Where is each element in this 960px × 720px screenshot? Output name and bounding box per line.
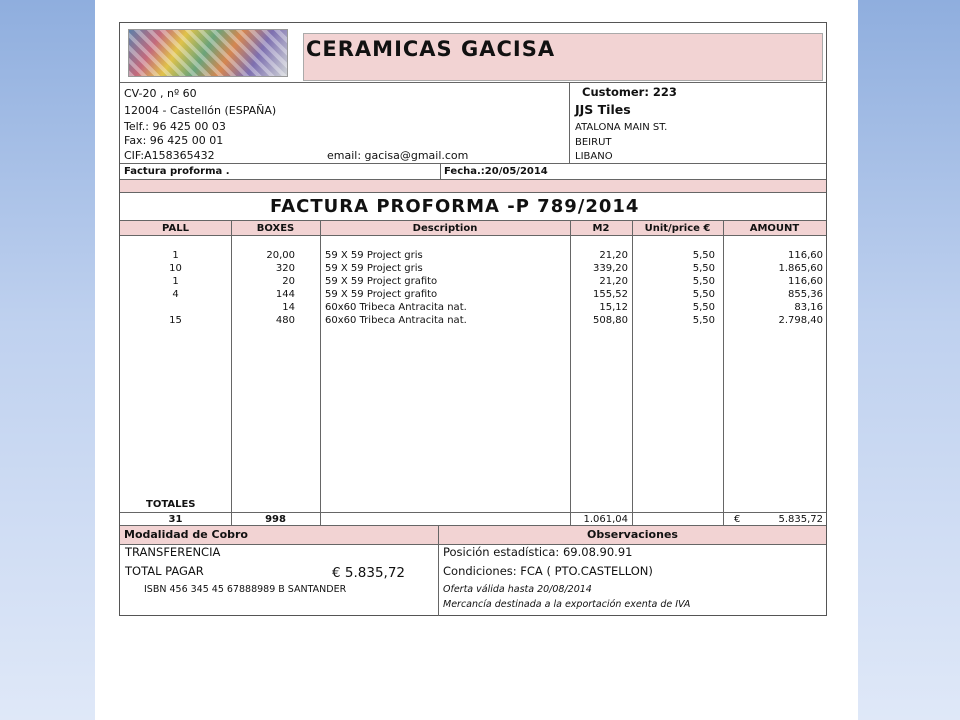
bank-details: ISBN 456 345 45 67888989 B SANTANDER <box>144 584 347 595</box>
cell-m2: 339,20 <box>593 263 628 274</box>
cell-pall: 15 <box>169 315 182 326</box>
cell-amount: 116,60 <box>788 276 823 287</box>
cell-boxes: 20 <box>282 276 295 287</box>
customer-name: JJS Tiles <box>575 102 631 117</box>
cell-description: 59 X 59 Project gris <box>325 263 423 274</box>
company-address-line1: CV-20 , nº 60 <box>124 87 197 100</box>
proforma-invoice <box>119 22 827 616</box>
cell-unit-price: 5,50 <box>692 289 715 300</box>
column-header-description: Description <box>412 223 478 234</box>
total-currency: € <box>734 514 741 525</box>
pink-band <box>120 180 826 192</box>
company-name: CERAMICAS GACISA <box>306 37 556 61</box>
cell-description: 59 X 59 Project grafito <box>325 276 438 287</box>
company-logo-image <box>128 29 288 77</box>
company-address-line2: 12004 - Castellón (ESPAÑA) <box>124 104 277 117</box>
column-header-pall: PALL <box>162 223 189 234</box>
cell-m2: 508,80 <box>593 315 628 326</box>
company-fax: Fax: 96 425 00 01 <box>124 134 224 147</box>
company-telf: Telf.: 96 425 00 03 <box>124 120 226 133</box>
cell-amount: 1.865,60 <box>778 263 823 274</box>
cell-unit-price: 5,50 <box>692 276 715 287</box>
payment-method: TRANSFERENCIA <box>125 545 221 559</box>
observation-export-note: Mercancía destinada a la exportación exenta de IVA <box>443 599 691 610</box>
invoice-title: FACTURA PROFORMA -P 789/2014 <box>270 196 640 217</box>
observation-statistical-position: Posición estadística: 69.08.90.91 <box>443 545 633 559</box>
customer-country: LIBANO <box>575 151 613 162</box>
observations-header: Observaciones <box>587 528 678 541</box>
cell-pall: 10 <box>169 263 182 274</box>
cell-amount: 855,36 <box>788 289 823 300</box>
total-boxes: 998 <box>265 514 286 525</box>
total-m2: 1.061,04 <box>583 514 628 525</box>
cell-amount: 2.798,40 <box>778 315 823 326</box>
cell-boxes: 480 <box>275 315 295 326</box>
cell-m2: 155,52 <box>593 289 628 300</box>
company-cif: CIF:A158365432 <box>124 149 215 162</box>
cell-boxes: 14 <box>282 302 295 313</box>
cell-m2: 15,12 <box>599 302 628 313</box>
cell-description: 59 X 59 Project grafito <box>325 289 438 300</box>
cell-description: 60x60 Tribeca Antracita nat. <box>325 302 467 313</box>
observation-offer-valid: Oferta válida hasta 20/08/2014 <box>443 584 592 595</box>
cell-description: 60x60 Tribeca Antracita nat. <box>325 315 467 326</box>
total-amount: 5.835,72 <box>778 514 823 525</box>
column-header-unit-price: Unit/price € <box>644 223 711 234</box>
cell-boxes: 144 <box>275 289 295 300</box>
cell-m2: 21,20 <box>599 250 628 261</box>
total-pay-label: TOTAL PAGAR <box>125 564 204 578</box>
total-pall: 31 <box>168 514 183 525</box>
total-pay-value: € 5.835,72 <box>332 565 405 581</box>
totals-label: TOTALES <box>146 499 196 510</box>
cell-unit-price: 5,50 <box>692 315 715 326</box>
cell-unit-price: 5,50 <box>692 263 715 274</box>
cell-amount: 116,60 <box>788 250 823 261</box>
invoice-date: Fecha.:20/05/2014 <box>444 166 548 177</box>
customer-street: ATALONA MAIN ST. <box>575 122 668 133</box>
cell-unit-price: 5,50 <box>692 250 715 261</box>
document-type: Factura proforma . <box>124 166 230 177</box>
cell-description: 59 X 59 Project gris <box>325 250 423 261</box>
company-email: email: gacisa@gmail.com <box>327 149 469 162</box>
column-header-boxes: BOXES <box>256 223 295 234</box>
cell-boxes: 20,00 <box>266 250 295 261</box>
cell-pall: 4 <box>172 289 179 300</box>
cell-boxes: 320 <box>275 263 295 274</box>
customer-label: Customer: 223 <box>582 85 677 99</box>
customer-city: BEIRUT <box>575 137 612 148</box>
cell-pall: 1 <box>172 250 179 261</box>
cell-pall: 1 <box>172 276 179 287</box>
observation-conditions: Condiciones: FCA ( PTO.CASTELLON) <box>443 564 653 578</box>
cell-unit-price: 5,50 <box>692 302 715 313</box>
cell-m2: 21,20 <box>599 276 628 287</box>
column-header-m2: M2 <box>592 223 610 234</box>
payment-method-header: Modalidad de Cobro <box>124 528 248 541</box>
column-header-amount: AMOUNT <box>749 223 800 234</box>
cell-amount: 83,16 <box>794 302 823 313</box>
